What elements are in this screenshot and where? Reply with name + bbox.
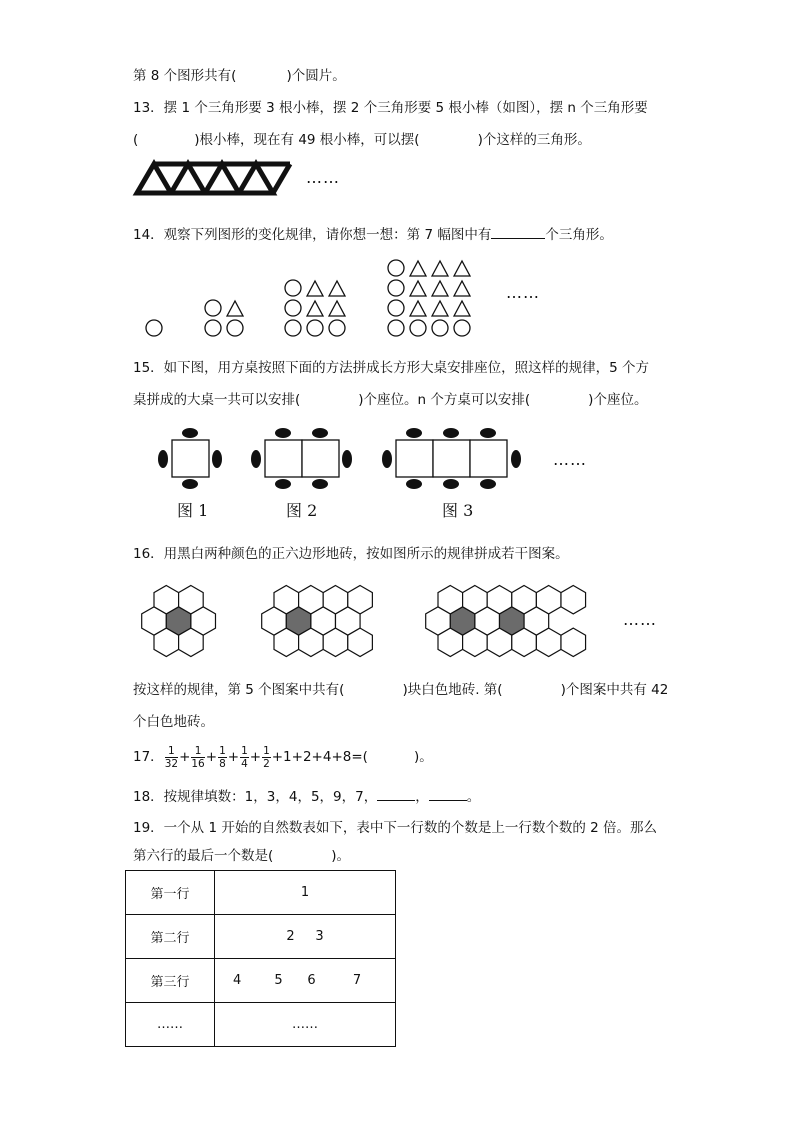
- q16-text-a: 按这样的规律，第 5 个图案中共有(: [133, 682, 345, 698]
- q17-number: 17．: [133, 749, 164, 765]
- q16-hexagon-figure: [140, 578, 610, 664]
- triangle-shape: [410, 261, 426, 276]
- q13-text-a: (: [133, 132, 139, 148]
- square-table: [172, 440, 209, 477]
- white-hexagon-tile: [561, 586, 586, 614]
- q13-stick-triangles-figure: [133, 160, 303, 200]
- circle-shape: [227, 320, 243, 336]
- circle-shape: [329, 320, 345, 336]
- seat: [251, 450, 261, 468]
- q15-line2: [133, 390, 647, 410]
- seat: [312, 479, 328, 489]
- fraction: $\frac{1}{16}$: [191, 744, 205, 770]
- seat: [480, 479, 496, 489]
- seat: [312, 428, 328, 438]
- stick-triangle: [205, 164, 239, 193]
- q13-text-b: )根小棒，现在有 49 根小棒，可以摆(: [194, 132, 420, 148]
- table-row: [126, 1003, 396, 1047]
- circle-shape: [285, 280, 301, 296]
- q19-line1: 19．一个从 1 开始的自然数表如下，表中下一行数的个数是上一行数个数的 2 倍。那么: [133, 820, 658, 836]
- triangle-shape: [329, 301, 345, 316]
- square-table: [302, 440, 339, 477]
- q18-answer-blank-2[interactable]: [429, 786, 467, 801]
- triangle-shape: [432, 261, 448, 276]
- q13-text-c: )个这样的三角形。: [477, 132, 591, 148]
- q14-line: [133, 224, 613, 245]
- circle-shape: [285, 300, 301, 316]
- triangle-shape: [329, 281, 345, 296]
- stick-triangle: [273, 164, 290, 193]
- q14-pattern-figure: [140, 256, 480, 341]
- q18-text: 18．按规律填数：1，3，4，5，9，7，: [133, 789, 378, 805]
- seat: [212, 450, 222, 468]
- stick-triangle: [239, 164, 273, 193]
- triangle-shape: [410, 281, 426, 296]
- q15-ellipsis: ……: [553, 450, 587, 469]
- triangle-shape: [454, 301, 470, 316]
- q19-line2: [133, 846, 350, 866]
- seat: [182, 428, 198, 438]
- row-values: 1: [215, 871, 396, 915]
- row-label: 第二行: [126, 915, 215, 959]
- q12-text-post: )个圆片。: [286, 68, 346, 84]
- q13-ellipsis: ……: [306, 168, 340, 187]
- q15-tables-figure: [150, 420, 530, 500]
- triangle-shape: [454, 281, 470, 296]
- fraction: $\frac{1}{4}$: [241, 744, 248, 770]
- seat: [342, 450, 352, 468]
- q16-ellipsis: ……: [623, 610, 657, 629]
- q16-line2: [133, 680, 668, 700]
- seat: [382, 450, 392, 468]
- row-values: ……: [215, 1003, 396, 1047]
- triangle-shape: [307, 281, 323, 296]
- q19-text-b: )。: [331, 848, 351, 864]
- square-table: [470, 440, 507, 477]
- q16-line1: 16．用黑白两种颜色的正六边形地砖，按如图所示的规律拼成若干图案。: [133, 546, 569, 562]
- q15-line1: 15．如下图，用方桌按照下面的方法拼成长方形大桌安排座位，照这样的规律，5 个方: [133, 360, 650, 376]
- seat: [158, 450, 168, 468]
- seat: [511, 450, 521, 468]
- row-label: 第三行: [126, 959, 215, 1003]
- seat: [443, 428, 459, 438]
- table-row: [126, 871, 396, 915]
- row-label: ……: [126, 1003, 215, 1047]
- fraction: $\frac{1}{8}$: [219, 744, 226, 770]
- circle-shape: [205, 320, 221, 336]
- q17-end: )。: [413, 749, 433, 765]
- q13-line1: 13．摆 1 个三角形要 3 根小棒，摆 2 个三角形要 5 根小棒（如图），摆 n 个三角形要: [133, 100, 648, 116]
- circle-shape: [432, 320, 448, 336]
- seat: [443, 479, 459, 489]
- square-table: [433, 440, 470, 477]
- triangle-shape: [410, 301, 426, 316]
- q17-tail: +1+2+4+8=(: [271, 749, 368, 765]
- fraction: $\frac{1}{2}$: [263, 744, 270, 770]
- circle-shape: [285, 320, 301, 336]
- q18-answer-blank-1[interactable]: [377, 786, 415, 801]
- table-row: [126, 915, 396, 959]
- circle-shape: [205, 300, 221, 316]
- stick-triangle: [171, 164, 205, 193]
- circle-shape: [388, 300, 404, 316]
- q15-fig2-label: 图 2: [286, 501, 318, 520]
- q14-ellipsis: ……: [506, 283, 540, 302]
- white-hexagon-tile: [561, 628, 586, 656]
- circle-shape: [307, 320, 323, 336]
- fraction: $\frac{1}{32}$: [164, 744, 179, 770]
- q19-number-table: [125, 870, 396, 1047]
- q15-text-a: 桌拼成的大桌一共可以安排(: [133, 392, 301, 408]
- stick-triangle: [137, 164, 171, 193]
- circle-shape: [388, 260, 404, 276]
- row-label: 第一行: [126, 871, 215, 915]
- q13-line2: [133, 130, 591, 150]
- q18-sep: ，: [415, 789, 429, 805]
- q12-tail-line: [133, 66, 346, 86]
- seat: [406, 428, 422, 438]
- q15-text-c: )个座位。: [588, 392, 648, 408]
- q19-text-a: 第六行的最后一个数是(: [133, 848, 274, 864]
- seat: [182, 479, 198, 489]
- row-values: 4 5 6 7: [215, 959, 396, 1003]
- q17-line: 17． $\frac{1}{32}$ + $\frac{1}{16}$ + $\frac{1}{8}$ + $\frac{1}{4}$ + $\frac{1}{2}$ +1+2+4+8=( )。: [133, 744, 433, 770]
- row-values: 2 3: [215, 915, 396, 959]
- q16-text-b: )块白色地砖. 第(: [402, 682, 503, 698]
- q15-fig1-label: 图 1: [177, 501, 209, 520]
- q15-fig3-label: 图 3: [442, 501, 474, 520]
- q18-end: 。: [466, 789, 481, 805]
- circle-shape: [454, 320, 470, 336]
- circle-shape: [146, 320, 162, 336]
- seat: [275, 428, 291, 438]
- seat: [275, 479, 291, 489]
- q14-text-pre: 14．观察下列图形的变化规律，请你想一想：第 7 幅图中有: [133, 227, 492, 243]
- q16-text-c: )个图案中共有 42: [560, 682, 669, 698]
- circle-shape: [410, 320, 426, 336]
- seat: [406, 479, 422, 489]
- triangle-shape: [432, 281, 448, 296]
- table-row: [126, 959, 396, 1003]
- circle-shape: [388, 280, 404, 296]
- q12-text-pre: 第 8 个图形共有(: [133, 68, 237, 84]
- triangle-shape: [454, 261, 470, 276]
- triangle-shape: [227, 301, 243, 316]
- q18-line: [133, 786, 480, 807]
- triangle-shape: [432, 301, 448, 316]
- seat: [480, 428, 496, 438]
- circle-shape: [388, 320, 404, 336]
- square-table: [265, 440, 302, 477]
- q15-text-b: )个座位。n 个方桌可以安排(: [358, 392, 531, 408]
- q16-line3: 个白色地砖。: [133, 714, 214, 730]
- square-table: [396, 440, 433, 477]
- triangle-shape: [307, 301, 323, 316]
- q14-text-post: 个三角形。: [545, 227, 613, 243]
- q14-answer-blank[interactable]: [491, 224, 545, 239]
